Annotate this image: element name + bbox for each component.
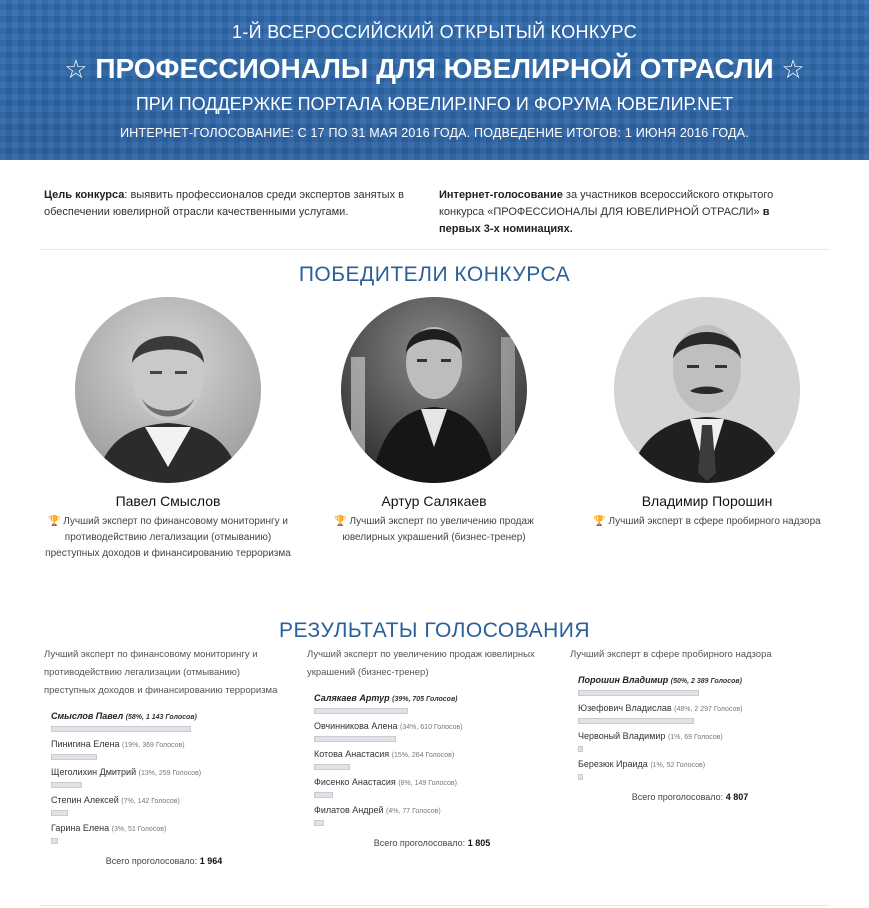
intro-section xyxy=(0,160,869,250)
poll-option-meta: (4%, 77 Голосов) xyxy=(386,808,441,815)
poll-option-label xyxy=(314,720,557,732)
contest-header xyxy=(0,0,869,160)
trophy-icon: 🏆 xyxy=(48,516,61,527)
poll-bar xyxy=(51,838,58,844)
poll-bar xyxy=(314,736,396,742)
poll-rows xyxy=(307,692,557,826)
contest-subtitle: 1-Й ВСЕРОССИЙСКИЙ ОТКРЫТЫЙ КОНКУРС xyxy=(232,22,637,42)
poll-option-meta: (48%, 2 297 Голосов) xyxy=(674,706,743,713)
poll-bar xyxy=(578,718,694,724)
winner-photo-salyakaev xyxy=(341,297,527,483)
voting-body: за участников всероссийского открытого конкурса «ПРОФЕССИОНАЛЫ ДЛЯ ЮВЕЛИРНОЙ ОТРАСЛИ» xyxy=(439,189,774,218)
poll-total xyxy=(570,792,810,802)
total-value: 1 805 xyxy=(467,838,491,848)
total-label: Всего проголосовало: xyxy=(631,792,724,802)
goal-body: : выявить профессионалов среди экспертов занятых в обеспечении ювелирной отрасли качественными услугами. xyxy=(44,189,404,218)
star-icon-right: ☆ xyxy=(781,54,805,84)
poll-option-label xyxy=(314,692,557,704)
poll-rows xyxy=(44,710,284,844)
voting-label: Интернет-голосование xyxy=(439,189,563,201)
winner-desc xyxy=(44,514,292,562)
poll-option-label xyxy=(578,674,810,686)
winner-name: Владимир Порошин xyxy=(641,493,773,509)
poll-option-meta: (3%, 51 Голосов) xyxy=(111,826,167,833)
winners-title: ПОБЕДИТЕЛИ КОНКУРСА xyxy=(298,263,571,286)
winner-card xyxy=(44,297,292,562)
winner-desc xyxy=(583,514,831,530)
poll xyxy=(307,646,557,848)
winner-nomination: Лучший эксперт в сфере пробирного надзора xyxy=(608,516,821,527)
support-line: ПРИ ПОДДЕРЖКЕ ПОРТАЛА ЮВЕЛИР.INFO И ФОРУМА ЮВЕЛИР.NET xyxy=(135,94,734,114)
poll-bar xyxy=(51,754,97,760)
poll-option-meta: (1%, 69 Голосов) xyxy=(667,734,723,741)
poll-bar xyxy=(314,792,333,798)
voting-bold: в первых 3-х номинациях. xyxy=(439,206,770,235)
poll-option-name: Щеголихин Дмитрий xyxy=(51,767,137,777)
poll-option-meta: (58%, 1 143 Голосов) xyxy=(125,714,197,721)
poll-option-label xyxy=(51,766,284,778)
winner-desc xyxy=(310,514,558,546)
poll-bar xyxy=(578,774,583,780)
poll-option-label xyxy=(51,794,284,806)
poll-option-label xyxy=(578,702,810,714)
poll-total xyxy=(307,838,557,848)
goal-label: Цель конкурса xyxy=(44,189,125,201)
poll-option-label xyxy=(314,748,557,760)
poll-bar xyxy=(578,746,583,752)
poll-bar xyxy=(314,708,408,714)
poll-option-name: Фисенко Анастасия xyxy=(314,777,396,787)
star-icon-left: ☆ xyxy=(64,54,88,84)
poll-option-meta: (8%, 149 Голосов) xyxy=(398,780,457,787)
winner-photo-poroshin xyxy=(614,297,800,483)
winner-name: Артур Салякаев xyxy=(381,493,487,509)
poll-question: Лучший эксперт по увеличению продаж ювелирных украшений (бизнес-тренер) xyxy=(307,649,535,678)
poll-bar xyxy=(314,820,324,826)
poll-option-label xyxy=(578,730,810,742)
winner-photo-smyslov xyxy=(75,297,261,483)
poll-option-meta: (34%, 610 Голосов) xyxy=(400,724,463,731)
poll-option-name: Червоный Владимир xyxy=(578,731,666,741)
poll-option-label xyxy=(51,822,284,834)
results-title: РЕЗУЛЬТАТЫ ГОЛОСОВАНИЯ xyxy=(278,619,591,642)
goal-text xyxy=(44,187,414,221)
poll-option-name: Степин Алексей xyxy=(51,795,119,805)
voting-text xyxy=(439,187,799,238)
poll-option-meta: (50%, 2 389 Голосов) xyxy=(670,678,742,685)
poll-option-name: Овчинникова Алена xyxy=(314,721,398,731)
poll-rows xyxy=(570,674,810,780)
poll-option-label xyxy=(51,710,284,722)
poll-option-name: Котова Анастасия xyxy=(314,749,390,759)
poll-option-meta: (39%, 705 Голосов) xyxy=(392,696,458,703)
poll-option-name: Филатов Андрей xyxy=(314,805,384,815)
poll-option-meta: (13%, 259 Голосов) xyxy=(138,770,202,777)
total-label: Всего проголосовало: xyxy=(373,838,466,848)
poll-option-label xyxy=(314,776,557,788)
poll-option-name: Смыслов Павел xyxy=(51,711,124,721)
winner-nomination: Лучший эксперт по финансовому мониторингу и противодействию легализации (отмыванию) преступных доходов и финансированию терроризма xyxy=(45,516,291,559)
poll-option-meta: (1%, 52 Голосов) xyxy=(650,762,706,769)
total-label: Всего проголосовало: xyxy=(105,856,198,866)
poll-question: Лучший эксперт в сфере пробирного надзора xyxy=(570,649,772,660)
total-value: 4 807 xyxy=(725,792,749,802)
divider xyxy=(40,249,829,250)
total-value: 1 964 xyxy=(199,856,223,866)
trophy-icon: 🏆 xyxy=(334,516,347,527)
poll-option-label xyxy=(51,738,284,750)
winner-nomination: Лучший эксперт по увеличению продаж ювелирных украшений (бизнес-тренер) xyxy=(342,516,534,543)
contest-title xyxy=(0,49,869,89)
poll-option-name: Порошин Владимир xyxy=(578,675,669,685)
voting-dates: ИНТЕРНЕТ-ГОЛОСОВАНИЕ: С 17 ПО 31 МАЯ 2016 ГОДА. ПОДВЕДЕНИЕ ИТОГОВ: 1 ИЮНЯ 2016 ГОДА. xyxy=(120,126,749,140)
winner-card xyxy=(310,297,558,546)
poll-bar xyxy=(578,690,699,696)
poll-option-label xyxy=(314,804,557,816)
winner-name: Павел Смыслов xyxy=(115,493,221,509)
poll xyxy=(44,646,284,866)
poll-option-meta: (7%, 142 Голосов) xyxy=(121,798,180,805)
poll-option-name: Юзефович Владислав xyxy=(578,703,672,713)
poll-total xyxy=(44,856,284,866)
poll xyxy=(570,646,810,802)
poll-bar xyxy=(51,810,68,816)
poll-question: Лучший эксперт по финансовому мониторингу и противодействию легализации (отмыванию) преступных доходов и финансированию терроризма xyxy=(44,649,278,696)
poll-bar xyxy=(51,726,191,732)
poll-option-name: Пинигина Елена xyxy=(51,739,120,749)
trophy-icon: 🏆 xyxy=(593,516,606,527)
poll-option-label xyxy=(578,758,810,770)
bottom-divider xyxy=(40,905,829,906)
poll-option-meta: (19%, 369 Голосов) xyxy=(122,742,185,749)
winner-card xyxy=(583,297,831,530)
poll-option-name: Гарина Елена xyxy=(51,823,110,833)
poll-option-name: Салякаев Артур xyxy=(314,693,390,703)
poll-option-meta: (15%, 264 Голосов) xyxy=(391,752,455,759)
poll-bar xyxy=(314,764,350,770)
contest-title-text: ПРОФЕССИОНАЛЫ ДЛЯ ЮВЕЛИРНОЙ ОТРАСЛИ xyxy=(95,53,774,84)
poll-option-name: Березюк Ираида xyxy=(578,759,648,769)
poll-bar xyxy=(51,782,82,788)
